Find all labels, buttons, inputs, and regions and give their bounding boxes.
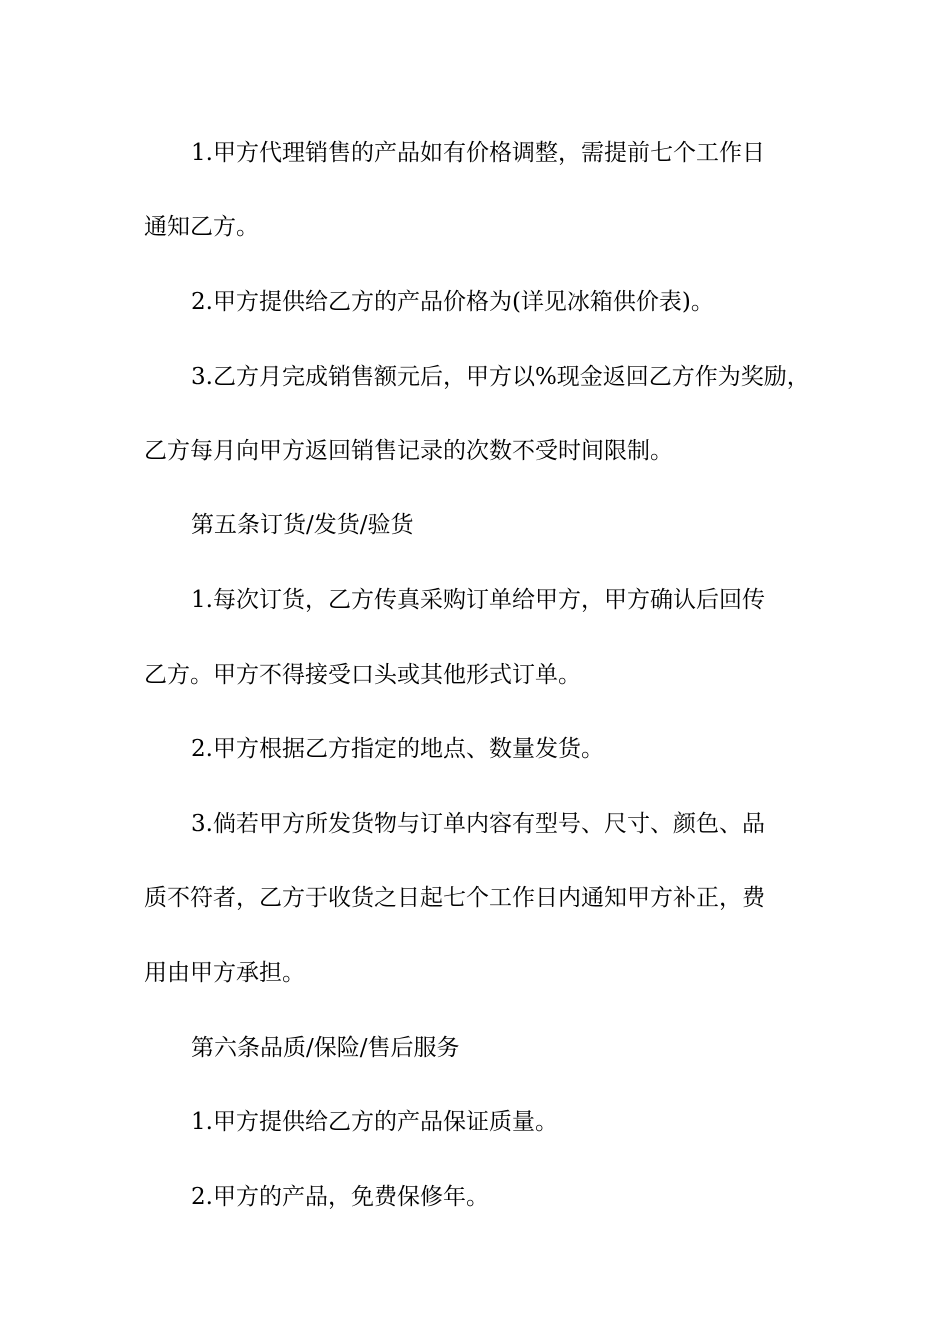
paragraph-line: 1.每次订货，乙方传真采购订单给甲方，甲方确认后回传: [191, 587, 765, 613]
paragraph-line: 1.甲方提供给乙方的产品保证质量。: [191, 1109, 558, 1135]
paragraph-line: 用由甲方承担。: [144, 960, 305, 986]
section-heading: 第六条品质/保险/售后服务: [191, 1035, 460, 1061]
section-heading: 第五条订货/发货/验货: [191, 512, 414, 538]
paragraph-line: 通知乙方。: [144, 214, 259, 240]
paragraph-line: 3.乙方月完成销售额元后，甲方以%现金返回乙方作为奖励，: [191, 364, 810, 390]
paragraph-line: 3.倘若甲方所发货物与订单内容有型号、尺寸、颜色、品: [191, 811, 765, 837]
paragraph-line: 2.甲方提供给乙方的产品价格为(详见冰箱供价表)。: [191, 289, 714, 315]
paragraph-line: 1.甲方代理销售的产品如有价格调整，需提前七个工作日: [191, 140, 765, 166]
paragraph-line: 乙方。甲方不得接受口头或其他形式订单。: [144, 662, 581, 688]
paragraph-line: 2.甲方根据乙方指定的地点、数量发货。: [191, 736, 604, 762]
paragraph-line: 质不符者，乙方于收货之日起七个工作日内通知甲方补正，费: [144, 885, 765, 911]
paragraph-line: 2.甲方的产品，免费保修年。: [191, 1184, 489, 1210]
paragraph-line: 乙方每月向甲方返回销售记录的次数不受时间限制。: [144, 438, 673, 464]
